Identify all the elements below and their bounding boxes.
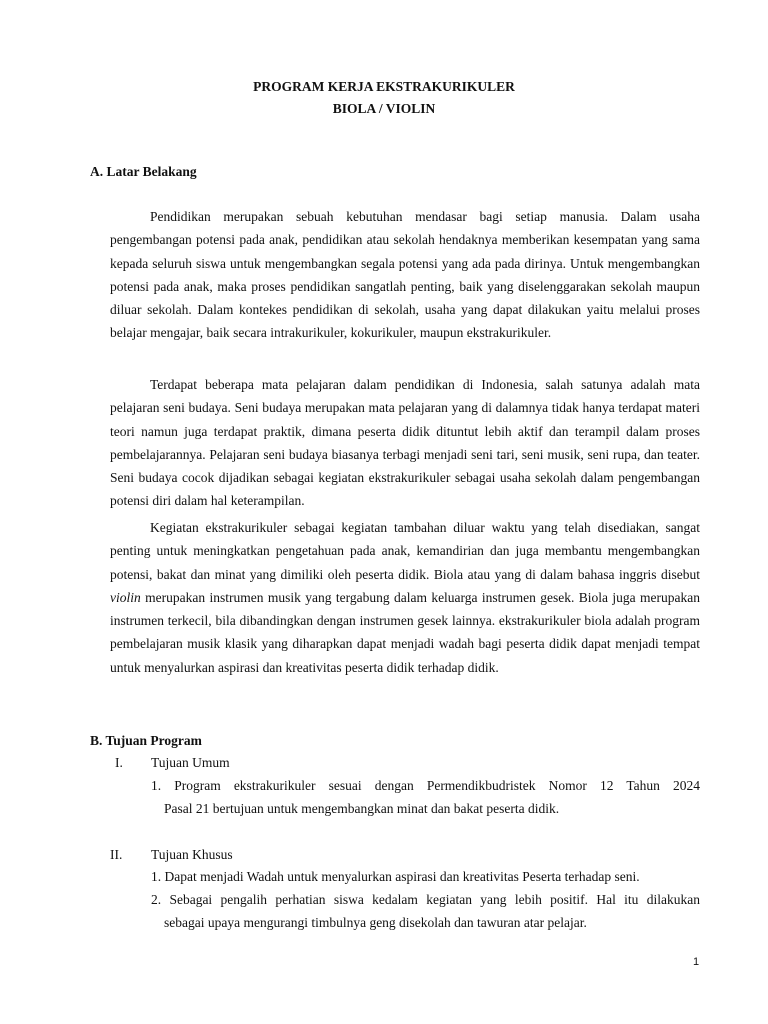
section-a-paragraph-3 — [110, 516, 700, 679]
tujuan-umum-label: Tujuan Umum — [151, 755, 230, 770]
tujuan-khusus-numeral: II. — [110, 847, 123, 862]
tujuan-umum-item-1-line-2: Pasal 21 bertujuan untuk mengembangkan minat dan bakat peserta didik. — [164, 801, 560, 816]
page-number: 1 — [693, 956, 700, 968]
paragraph-3-text-start: Kegiatan ekstrakurikuler sebagai kegiatan tambahan diluar waktu yang telah disediakan, sangat penting untuk meningkatkan pengetahuan pada anak, kemandirian dan juga membantu mengembangkan potensi, bakat dan minat yang dimiliki oleh peserta didik. Biola atau yang di dalam bahasa inggris disebut — [110, 520, 700, 582]
tujuan-umum-item-1-line-1: 1. Program ekstrakurikuler sesuai dengan Permendikbudristek Nomor 12 Tahun 2024 — [151, 778, 700, 793]
section-a-paragraph-2: Terdapat beberapa mata pelajaran dalam pendidikan di Indonesia, salah satunya adalah mata pelajaran seni budaya. Seni budaya merupakan mata pelajaran yang di dalamnya tidak hanya terdapat materi teori namun juga terdapat praktik, dimana peserta didik dituntut lebih aktif dan terampil dalam proses pembelajarannya. Pelajaran seni budaya biasanya terbagi menjadi seni tari, seni musik, seni rupa, dan teater. Seni budaya cocok dijadikan sebagai kegiatan ekstrakurikuler sebagai usaha sekolah dalam pengembangan potensi diri dalam hal keterampilan. — [110, 377, 700, 509]
tujuan-khusus-item-2-line-2: sebagai upaya mengurangi timbulnya geng disekolah dan tawuran atar pelajar. — [164, 915, 587, 930]
section-b-heading: B. Tujuan Program — [90, 733, 202, 748]
section-a-heading: A. Latar Belakang — [90, 164, 197, 179]
tujuan-khusus-label: Tujuan Khusus — [151, 847, 233, 862]
tujuan-umum-numeral: I. — [115, 755, 123, 770]
paragraph-3-italic-term: violin — [110, 589, 141, 605]
paragraph-3-text-end: merupakan instrumen musik yang tergabung dalam keluarga instrumen gesek. Biola juga merupakan instrumen terkecil, bila dibandingkan dengan instrumen gesek lainnya. ekstrakurikuler biola adalah program pembelajaran musik klasik yang diharapkan dapat menjadi wadah bagi peserta didik dapat menjadi tempat untuk menyalurkan aspirasi dan kreativitas peserta didik terhadap didik. — [110, 589, 700, 675]
tujuan-khusus-item-2-line-1: 2. Sebagai pengalih perhatian siswa kedalam kegiatan yang lebih positif. Hal itu dilakukan — [151, 892, 700, 907]
section-a-paragraph-1: Pendidikan merupakan sebuah kebutuhan mendasar bagi setiap manusia. Dalam usaha pengembangan potensi pada anak, pendidikan atau sekolah hendaknya memberikan kesempatan yang sama kepada seluruh siswa untuk mengembangkan segala potensi yang ada pada dirinya. Untuk mengembangkan potensi pada anak, maka proses pendidikan sangatlah penting, baik yang diselenggarakan sekolah maupun diluar sekolah. Dalam kontekes pendidikan di sekolah, usaha yang dapat dilakukan yaitu melalui proses belajar mengajar, baik secara intrakurikuler, kokurikuler, maupun ekstrakurikuler. — [110, 209, 700, 341]
document-subtitle: BIOLA / VIOLIN — [332, 101, 436, 116]
document-title: PROGRAM KERJA EKSTRAKURIKULER — [253, 79, 515, 94]
tujuan-khusus-item-1: 1. Dapat menjadi Wadah untuk menyalurkan aspirasi dan kreativitas Peserta terhadap seni. — [151, 869, 640, 884]
